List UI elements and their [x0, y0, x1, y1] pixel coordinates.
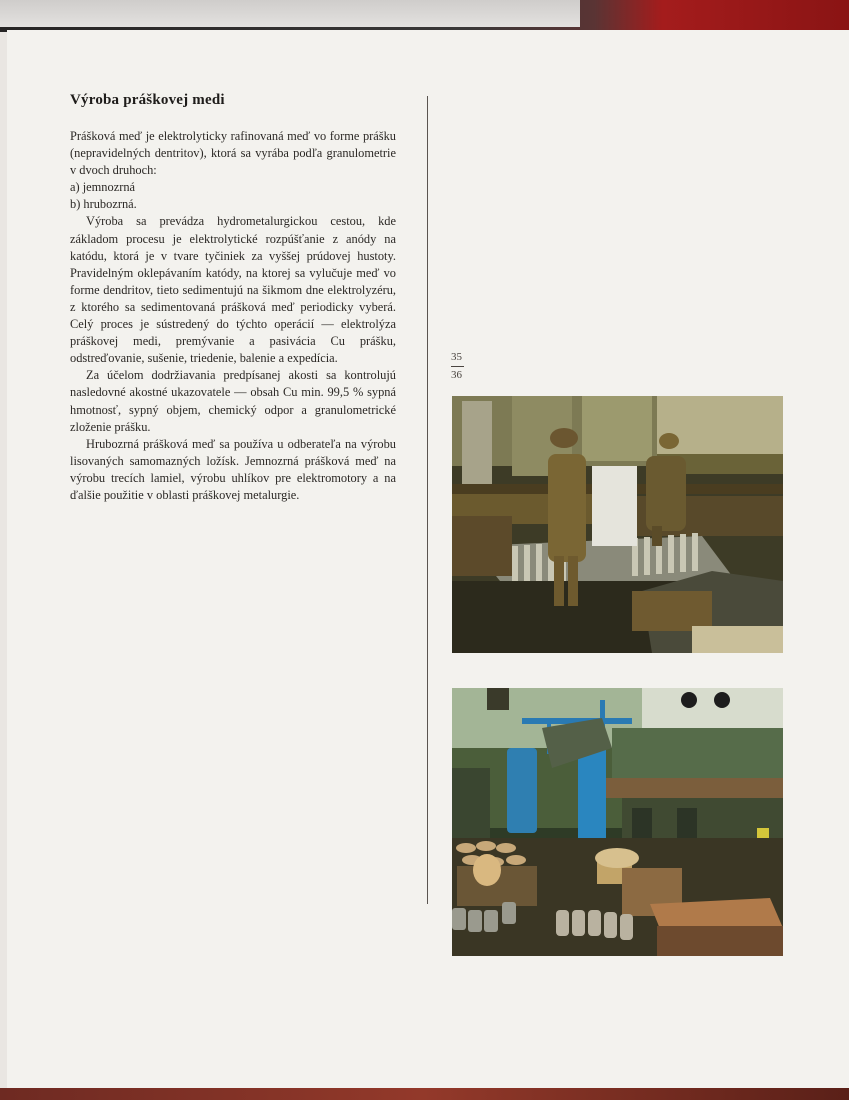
list-item: a) jemnozrná: [70, 180, 136, 195]
page-number-bottom: 36: [451, 369, 462, 381]
article-body: [70, 128, 396, 504]
top-paper-edge: [0, 0, 580, 27]
paragraph: Prášková meď je elektrolyticky rafinovaná meď vo forme prášku (nepravidelných dentritov), ktorá sa vyrába podľa granulometrie v dvoch druhoch:: [70, 129, 396, 178]
processing-hall-photo: [452, 688, 783, 956]
column-divider: [427, 96, 428, 904]
list-item: b) hrubozrná.: [70, 197, 137, 212]
page-number-divider: [451, 366, 464, 367]
bottom-binding-edge: [0, 1088, 849, 1100]
article-title: Výroba práškovej medi: [70, 92, 225, 108]
paragraph: Hrubozrná prášková meď sa používa u odberateľa na výrobu lisovaných samomazných ložísk. Jemnozrná prášková meď na výrobu trecích lamiel, výrobu uhlíkov pre elektromotory a na ďalšie použitie v oblasti práškovej metalurgie.: [70, 436, 396, 502]
paragraph: Za účelom dodržiavania predpísanej akosti sa kontrolujú nasledovné akostné ukazovatele — obsah Cu min. 99,5 % sypná hmotnosť, sypný objem, chemický odpor a granulometrické zloženie prášku.: [70, 368, 396, 434]
page-number-top: 35: [451, 351, 462, 363]
electrolysis-hall-photo: [452, 396, 783, 653]
paragraph: Výroba sa prevádza hydrometalurgickou cestou, kde základom procesu je elektrolytické rozpúšťanie z anódy na katódu, ktorá je v tvare tyčiniek za vyššej prúdovej hustoty. Pravidelným oklepávaním katódy, na ktorej sa vylučuje meď vo forme dendritov, tieto sedimentujú na šikmom dne elektrolyzéru, z ktorého sa sedimentovaná prášková meď periodicky vyberá. Celý proces je sústredený do týchto operácií — elektrolýza práškovej medi, premývanie a pasivácia Cu prášku, odstreďovanie, sušenie, triedenie, balenie a expedícia.: [70, 214, 396, 366]
